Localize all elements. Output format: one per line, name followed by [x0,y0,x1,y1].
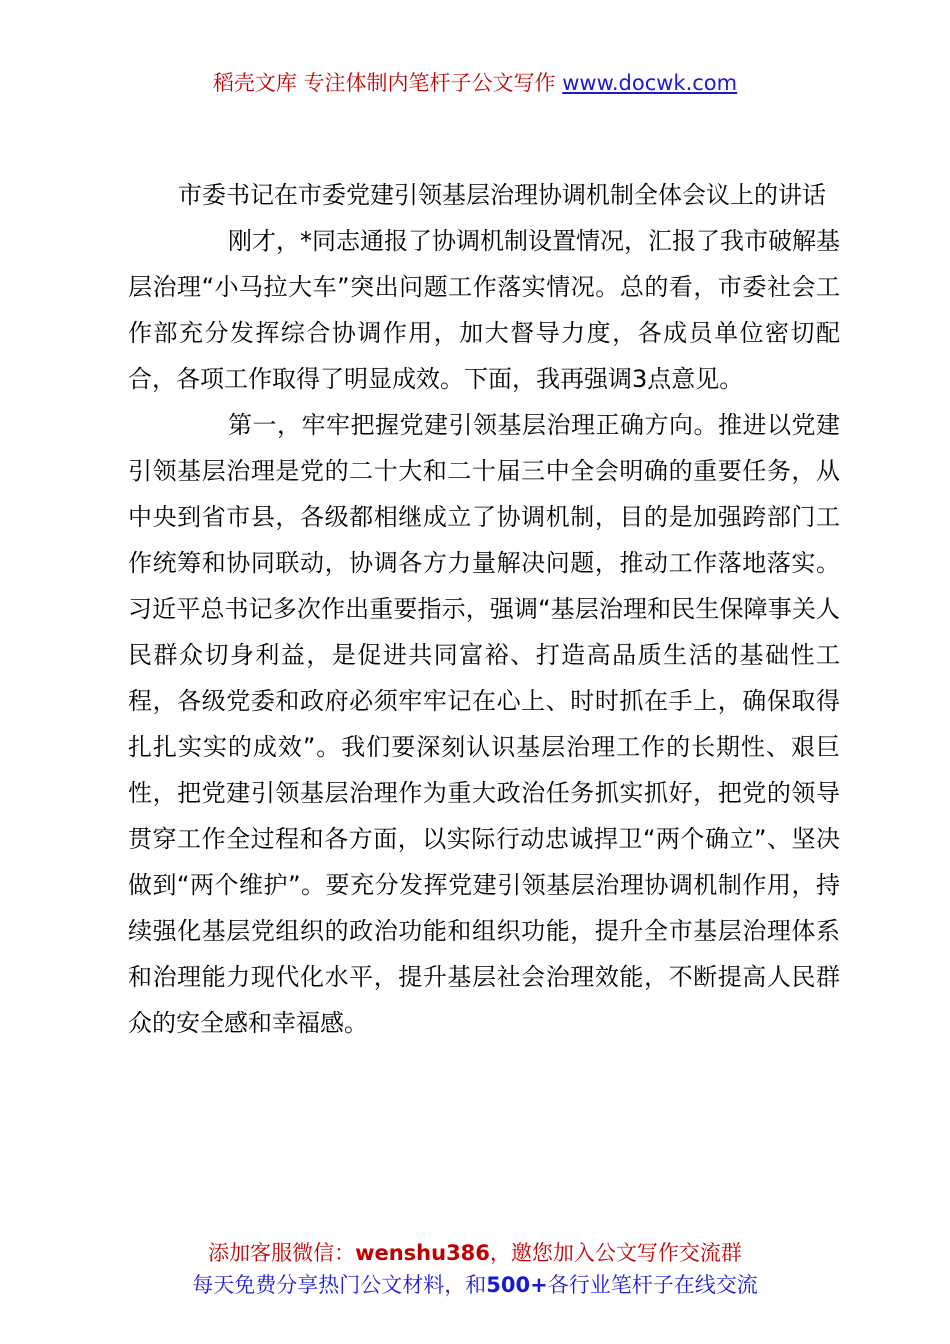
footer-share-prefix: 每天免费分享热门公文材料，和 [192,1273,487,1297]
paragraph-point-one: 第一，牢牢把握党建引领基层治理正确方向。推进以党建引领基层治理是党的二十大和二十届三中全会明确的重要任务，从中央到省市县，各级都相继成立了协调机制，目的是加强跨部门工作统筹和协同联动，协调各方力量解决问题，推动工作落地落实。习近平总书记多次作出重要指示，强调“基层治理和民生保障事关人民群众切身利益，是促进共同富裕、打造高品质生活的基础性工程，各级党委和政府必须牢牢记在心上、时时抓在手上，确保取得扎扎实实的成效”。我们要深刻认识基层治理工作的长期性、艰巨性，把党建引领基层治理作为重大政治任务抓实抓好，把党的领导贯穿工作全过程和各方面，以实际行动忠诚捍卫“两个确立”、坚决做到“两个维护”。要充分发挥党建引领基层治理协调机制作用，持续强化基层党组织的政治功能和组织功能，提升全市基层治理体系和治理能力现代化水平，提升基层社会治理效能，不断提高人民群众的安全感和幸福感。 [128,411,840,1037]
document-title: 市委书记在市委党建引领基层治理协调机制全体会议上的讲话 [178,181,826,209]
page-header [0,68,950,98]
footer-share-suffix: 各行业笔杆子在线交流 [547,1273,758,1297]
footer-wechat-suffix: ，邀您加入公文写作交流群 [489,1241,742,1265]
header-website-link[interactable]: www.docwk.com [562,71,738,95]
document-body [128,172,840,1046]
footer-share-count: 500+ [486,1273,548,1297]
paragraph-intro: 刚才，*同志通报了协调机制设置情况，汇报了我市破解基层治理“小马拉大车”突出问题工作落实情况。总的看，市委社会工作部充分发挥综合协调作用，加大督导力度，各成员单位密切配合，各项工作取得了明显成效。下面，我再强调3点意见。 [128,227,840,393]
page-footer [0,1237,950,1301]
header-brand-text: 稻壳文库 专注体制内笔杆子公文写作 [212,71,556,95]
footer-wechat-id: wenshu386 [355,1241,490,1265]
footer-share-line [0,1269,950,1301]
footer-wechat-line [0,1237,950,1269]
footer-wechat-prefix: 添加客服微信： [208,1241,356,1265]
